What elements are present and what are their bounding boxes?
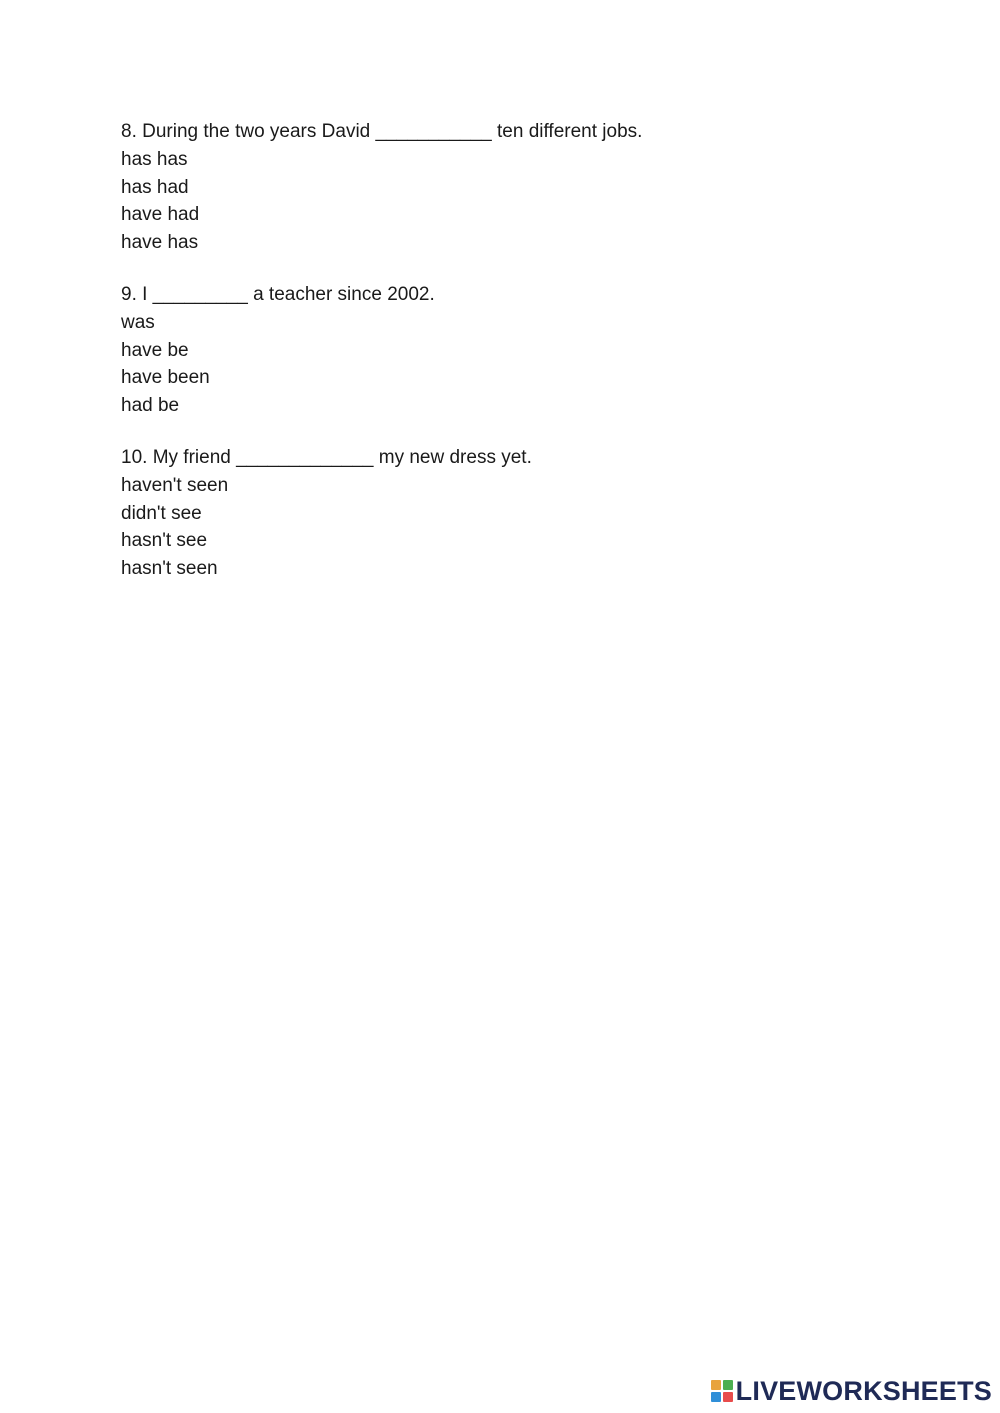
question-text: 9. I _________ a teacher since 2002.	[121, 283, 435, 305]
answer-option[interactable]: have had	[121, 204, 200, 226]
question-10	[121, 444, 881, 583]
answer-option[interactable]: didn't see	[121, 502, 202, 524]
answer-option[interactable]: have has	[121, 232, 199, 254]
answer-option[interactable]: haven't seen	[121, 474, 229, 496]
brand-text: LIVEWORKSHEETS	[735, 1376, 992, 1406]
answer-option[interactable]: has has	[121, 148, 188, 170]
liveworksheets-logo-icon	[711, 1380, 733, 1402]
question-8	[121, 118, 881, 257]
logo-square-red	[723, 1392, 733, 1402]
liveworksheets-watermark	[711, 1377, 992, 1405]
worksheet	[121, 118, 881, 607]
answer-option[interactable]: hasn't see	[121, 530, 208, 552]
answer-option[interactable]: was	[121, 311, 155, 333]
answer-option[interactable]: have been	[121, 367, 210, 389]
answer-option[interactable]: has had	[121, 176, 189, 198]
answer-option[interactable]: have be	[121, 339, 189, 361]
question-9	[121, 281, 881, 420]
logo-square-green	[723, 1380, 733, 1390]
logo-square-orange	[711, 1380, 721, 1390]
logo-square-blue	[711, 1392, 721, 1402]
question-text: 10. My friend _____________ my new dress yet.	[121, 446, 532, 468]
answer-option[interactable]: had be	[121, 395, 180, 417]
answer-option[interactable]: hasn't seen	[121, 558, 218, 580]
question-text: 8. During the two years David ___________ ten different jobs.	[121, 121, 643, 142]
